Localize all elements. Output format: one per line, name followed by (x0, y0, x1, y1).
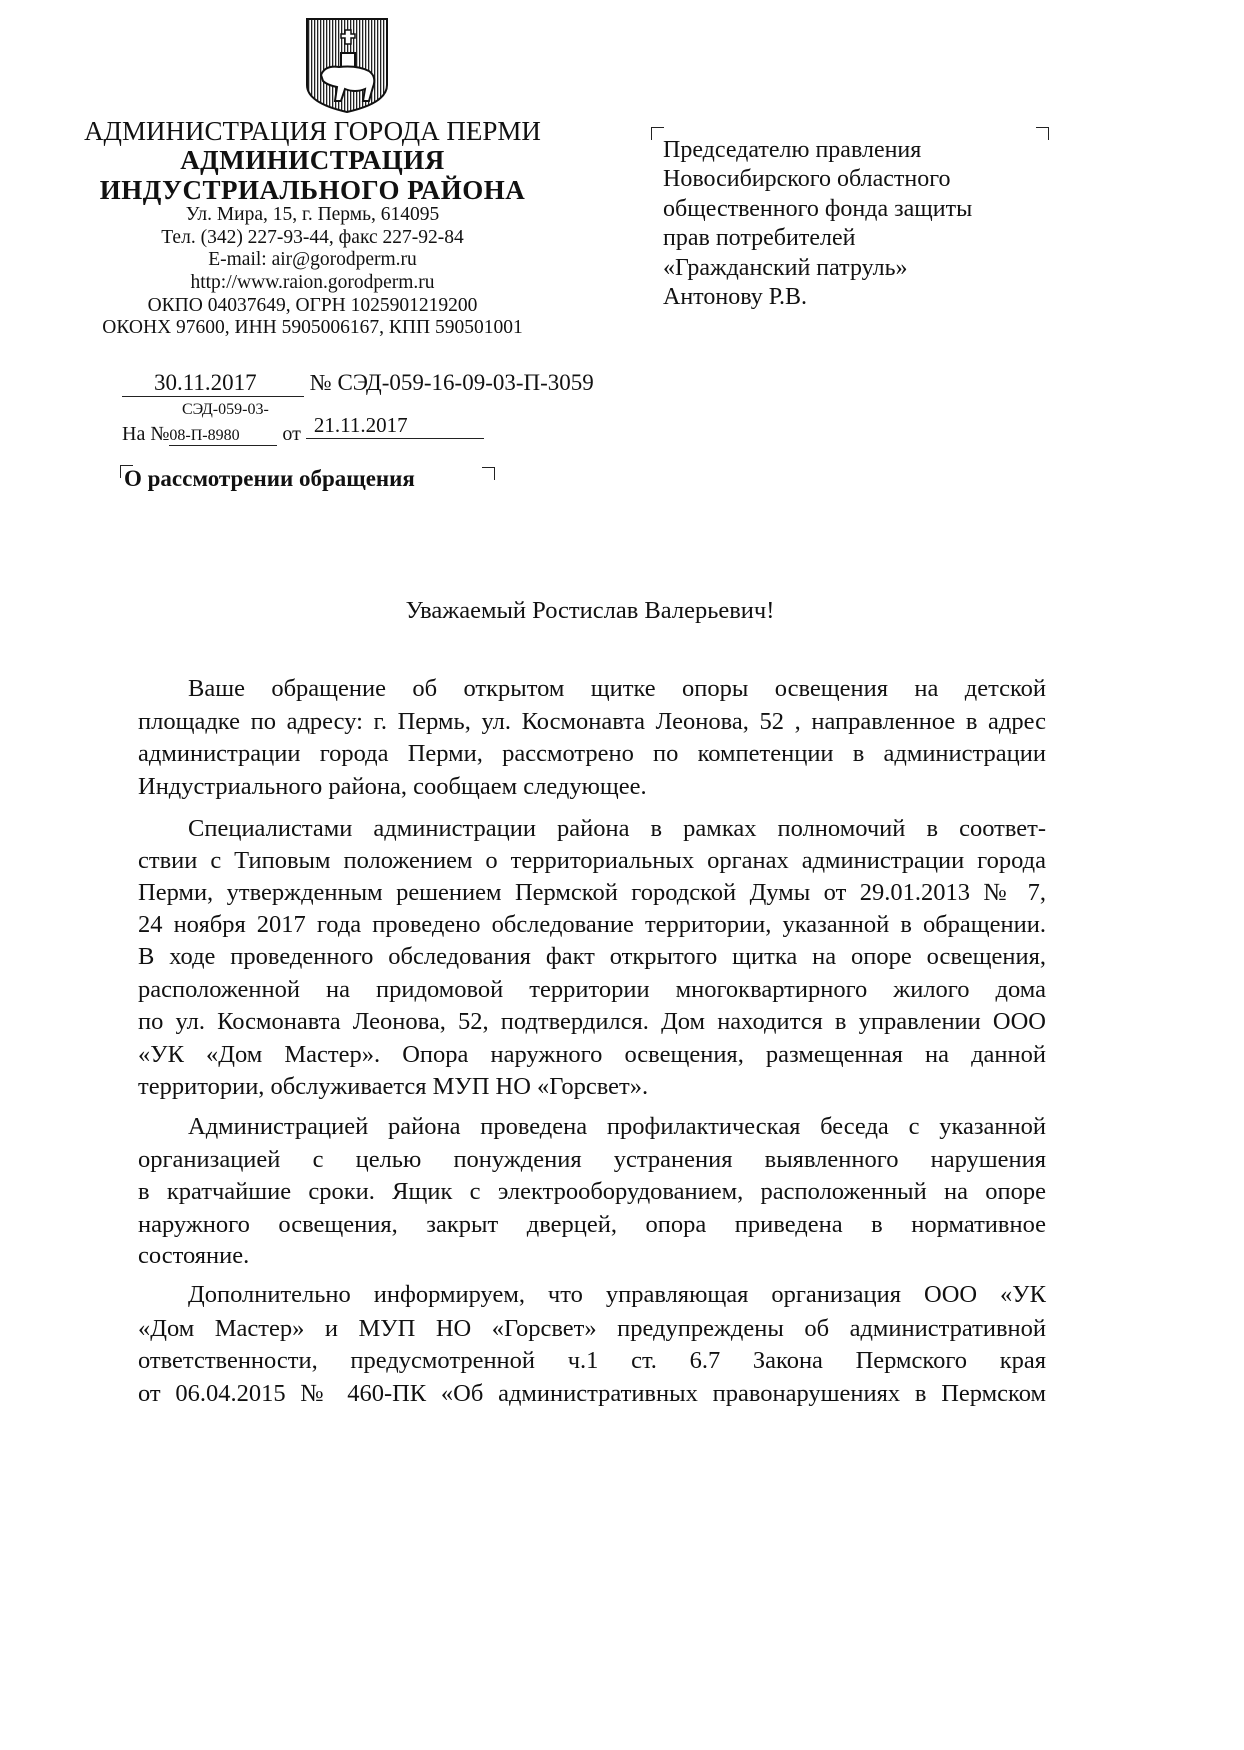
body-line: «УК «Дом Мастер». Опора наружного освещения, размещенная на данной (138, 1041, 1046, 1068)
sender-city-admin: АДМИНИСТРАЦИЯ ГОРОДА ПЕРМИ (84, 116, 541, 146)
body-line: «Дом Мастер» и МУП НО «Горсвет» предупреждены об административной (138, 1315, 1046, 1342)
reference-number: 08-П-8980 (169, 427, 277, 446)
recipient-line: общественного фонда защиты (663, 196, 973, 222)
body-line: в кратчайшие сроки. Ящик с электрооборудованием, расположенный на опоре (138, 1178, 1046, 1205)
body-line: организацией с целью понуждения устранения выявленного нарушения (138, 1146, 1046, 1173)
body-line: наружного освещения, закрыт дверцей, опора приведена в нормативное (138, 1211, 1046, 1238)
body-line: расположенной на придомовой территории многоквартирного жилого дома (138, 976, 1046, 1003)
body-line: 24 ноября 2017 года проведено обследование территории, указанной в обращении. (138, 911, 1046, 938)
body-line: Специалистами администрации района в рамках полномочий в соответ- (188, 815, 1046, 842)
recipient-line: прав потребителей (663, 225, 856, 251)
body-line: площадке по адресу: г. Пермь, ул. Космонавта Леонова, 52 , направленное в адрес (138, 708, 1046, 735)
body-line: ствии с Типовым положением о территориальных органах администрации города (138, 847, 1046, 874)
sender-email: E-mail: air@gorodperm.ru (208, 249, 417, 270)
registration-number-label: № (309, 370, 332, 395)
body-line: ответственности, предусмотренной ч.1 ст. 6.7 Закона Пермского края (138, 1347, 1046, 1374)
sender-codes-2: ОКОНХ 97600, ИНН 5905006167, КПП 590501001 (102, 317, 523, 338)
body-line: Перми, утвержденным решением Пермской городской Думы от 29.01.2013 № 7, (138, 879, 1046, 906)
recipient-line: «Гражданский патруль» (663, 255, 908, 281)
corner-mark (482, 467, 495, 480)
sender-phone: Тел. (342) 227-93-44, факс 227-92-84 (161, 227, 464, 248)
reference-prefix: СЭД-059-03- (182, 401, 269, 418)
body-line: Дополнительно информируем, что управляющая организация ООО «УК (188, 1281, 1046, 1308)
reference-from-label: от (282, 423, 301, 445)
body-line: Индустриального района, сообщаем следующее. (138, 773, 647, 800)
sender-website: http://www.raion.gorodperm.ru (190, 272, 435, 293)
body-line: В ходе проведенного обследования факт открытого щитка на опоре освещения, (138, 943, 1046, 970)
sender-admin-title: АДМИНИСТРАЦИЯ (180, 145, 445, 175)
body-line: Администрацией района проведена профилактическая беседа с указанной (188, 1113, 1046, 1140)
body-line: по ул. Космонавта Леонова, 52, подтвердился. Дом находится в управлении ООО (138, 1008, 1046, 1035)
body-line: Ваше обращение об открытом щитке опоры освещения на детской (188, 675, 1046, 702)
recipient-line: Председателю правления (663, 137, 922, 163)
registration-line (122, 370, 594, 397)
body-line: территории, обслуживается МУП НО «Горсвет». (138, 1073, 649, 1100)
body-line: от 06.04.2015 № 460-ПК «Об административных правонарушениях в Пермском (138, 1380, 1046, 1407)
reference-date: 21.11.2017 (306, 413, 484, 439)
recipient-line: Антонову Р.В. (663, 284, 808, 310)
sender-district-title: ИНДУСТРИАЛЬНОГО РАЙОНА (99, 175, 526, 205)
corner-mark (1036, 127, 1049, 140)
greeting: Уважаемый Ростислав Валерьевич! (405, 597, 775, 624)
sender-address: Ул. Мира, 15, г. Пермь, 614095 (185, 204, 440, 225)
registration-date: 30.11.2017 (122, 370, 304, 397)
reference-line (122, 413, 484, 447)
reference-label: На № (122, 423, 170, 445)
body-line: администрации города Перми, рассмотрено по компетенции в администрации (138, 740, 1046, 767)
registration-number: СЭД-059-16-09-03-П-3059 (337, 370, 594, 395)
sender-codes-1: ОКПО 04037649, ОГРН 1025901219200 (147, 295, 478, 316)
coat-of-arms-emblem (305, 15, 389, 113)
subject: О рассмотрении обращения (124, 466, 415, 491)
recipient-line: Новосибирского областного (663, 166, 951, 192)
body-line: состояние. (138, 1242, 250, 1269)
